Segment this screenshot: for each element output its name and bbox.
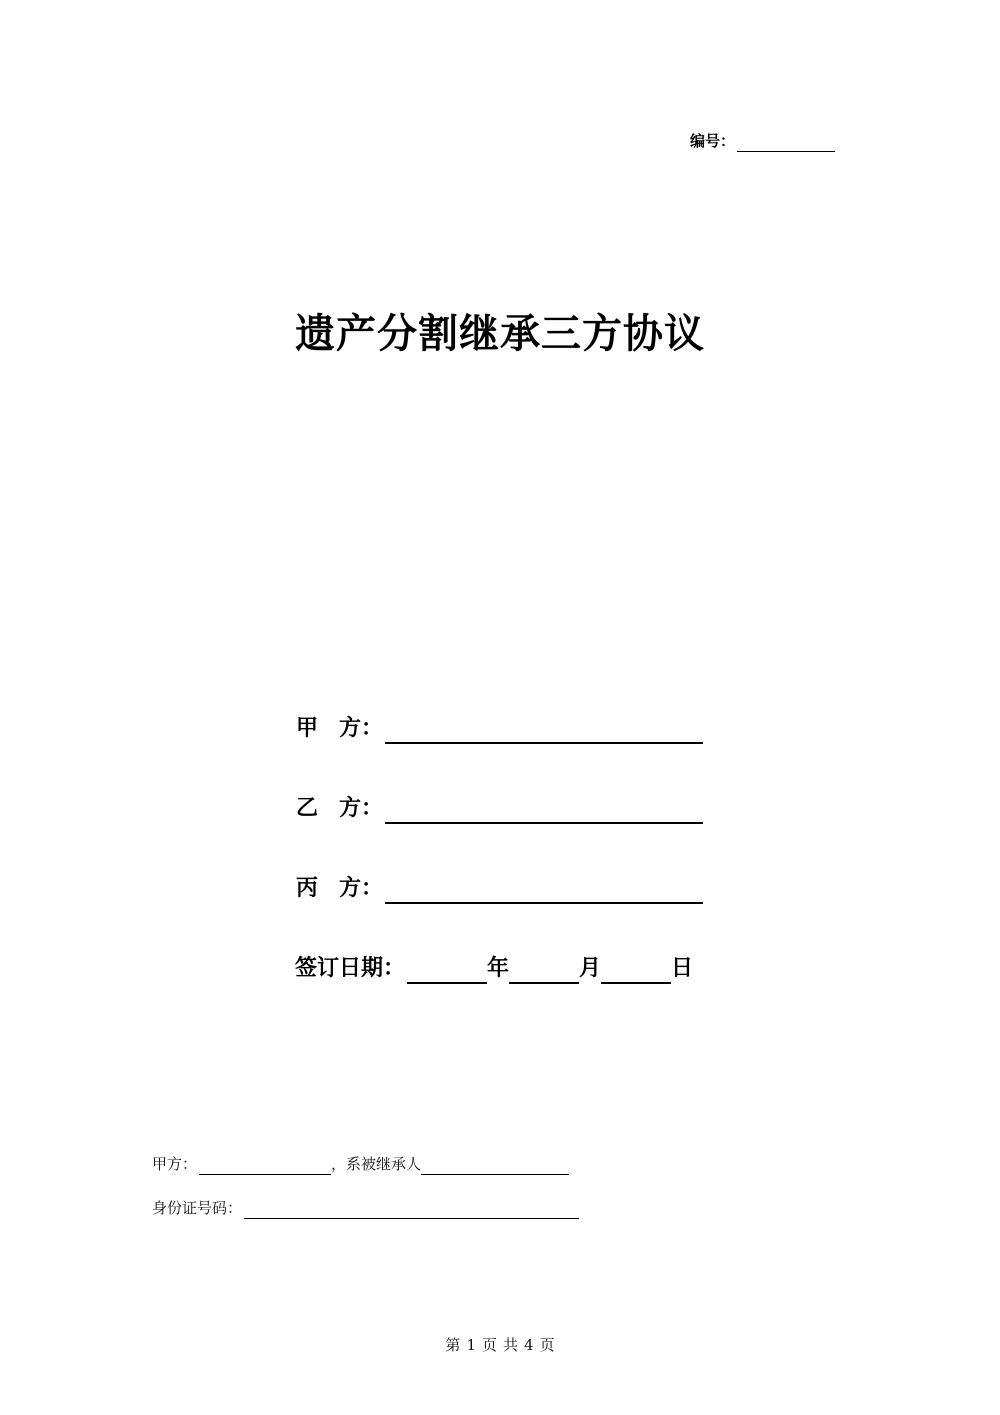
party-c-colon: ： — [361, 876, 384, 901]
total-suffix: 页 — [539, 1336, 555, 1354]
id-number-line — [152, 1197, 579, 1219]
serial-number-field — [690, 130, 835, 152]
signing-date-label: 签订日期： — [295, 956, 406, 981]
party-a-fang: 方 — [339, 716, 362, 741]
serial-number-blank[interactable] — [737, 133, 835, 152]
party-a-colon: ： — [361, 716, 384, 741]
serial-number-label: 编号： — [690, 132, 736, 150]
day-blank[interactable] — [601, 958, 671, 984]
total-pages-number: 4 — [524, 1336, 534, 1354]
party-c-fang: 方 — [339, 876, 362, 901]
decedent-text: ，系被继承人 — [331, 1155, 422, 1173]
decedent-relation-blank[interactable] — [421, 1158, 569, 1175]
total-prefix: 共 — [503, 1336, 519, 1354]
party-c-row — [296, 874, 703, 904]
page-word: 页 — [481, 1336, 497, 1354]
party-a-heir-line — [152, 1153, 569, 1175]
day-label: 日 — [671, 956, 694, 981]
document-title: 遗产分割继承三方协议 — [295, 311, 705, 357]
party-b-fang: 方 — [339, 796, 362, 821]
party-a-label: 甲 — [296, 716, 319, 741]
id-number-blank[interactable] — [244, 1202, 579, 1219]
current-page-number: 1 — [466, 1336, 476, 1354]
month-label: 月 — [579, 956, 602, 981]
party-a-blank[interactable] — [385, 718, 703, 744]
party-b-label: 乙 — [296, 796, 319, 821]
id-number-label: 身份证号码： — [152, 1199, 243, 1217]
party-a-small-label: 甲方： — [152, 1155, 198, 1173]
party-b-blank[interactable] — [385, 798, 703, 824]
party-c-blank[interactable] — [385, 878, 703, 904]
month-blank[interactable] — [509, 958, 579, 984]
party-c-label: 丙 — [296, 876, 319, 901]
party-b-colon: ： — [361, 796, 384, 821]
year-blank[interactable] — [407, 958, 487, 984]
page-footer — [0, 1334, 1000, 1356]
signing-date-row — [295, 954, 693, 984]
party-b-row — [296, 794, 703, 824]
party-a-name-blank[interactable] — [199, 1158, 331, 1175]
party-a-row — [296, 714, 703, 744]
year-label: 年 — [487, 956, 510, 981]
page-prefix: 第 — [445, 1336, 461, 1354]
